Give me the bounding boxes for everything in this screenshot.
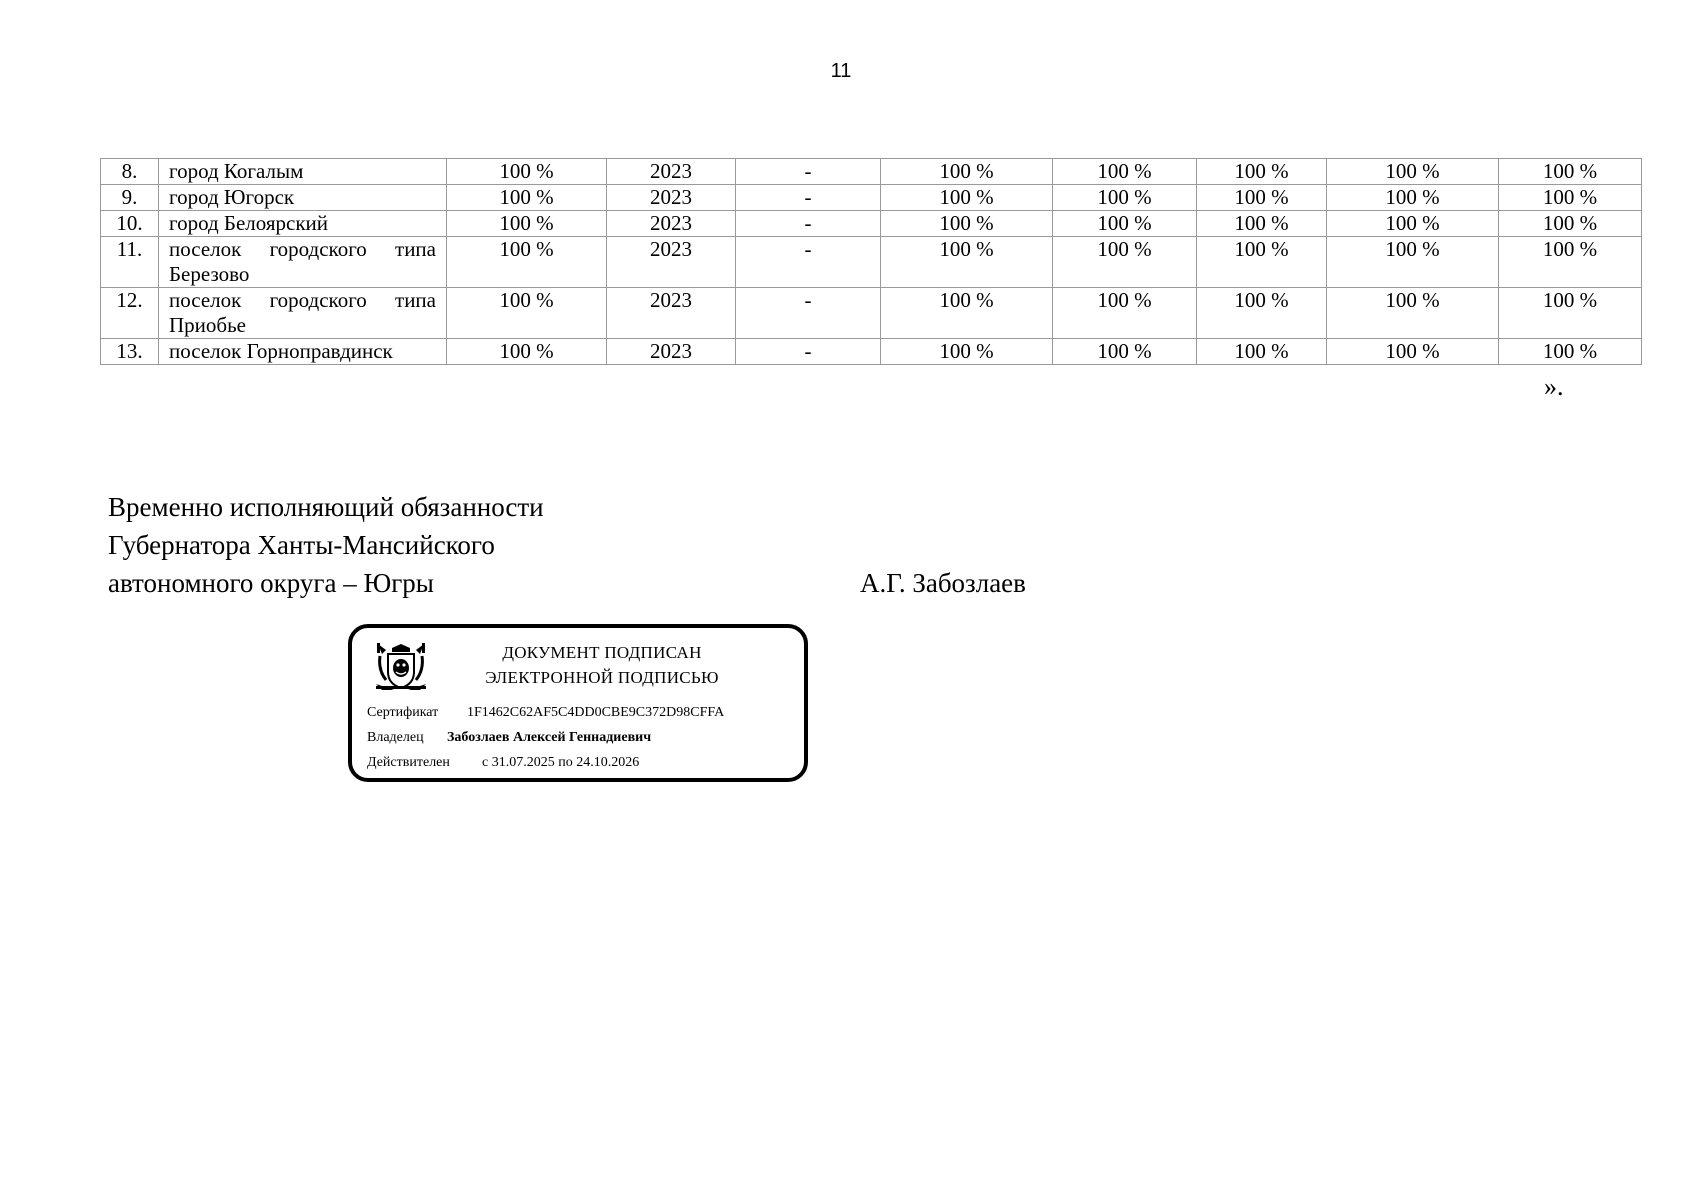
e-signature-stamp xyxy=(348,624,808,782)
value-cell: 100 % xyxy=(1499,159,1642,185)
value-cell: 100 % xyxy=(447,288,607,339)
signatory-position-line: автономного округа – Югры xyxy=(108,568,434,598)
municipality-cell: поселок Горноправдинск xyxy=(159,339,447,365)
value-cell: - xyxy=(736,237,881,288)
value-cell: 100 % xyxy=(1197,159,1327,185)
value-cell: 100 % xyxy=(1327,339,1499,365)
closing-quote: ». xyxy=(1544,372,1564,401)
value-cell: 100 % xyxy=(1053,288,1197,339)
signatory-position-line: Губернатора Ханты-Мансийского xyxy=(108,530,495,560)
validity-value: с 31.07.2025 по 24.10.2026 xyxy=(482,755,640,770)
value-cell: 100 % xyxy=(447,339,607,365)
value-cell: 100 % xyxy=(1327,185,1499,211)
table-row xyxy=(101,211,1642,237)
value-cell: 100 % xyxy=(1499,288,1642,339)
value-cell: 100 % xyxy=(1327,159,1499,185)
row-number-cell: 10. xyxy=(101,211,159,237)
value-cell: 100 % xyxy=(1499,211,1642,237)
table-row xyxy=(101,185,1642,211)
signatory-name: А.Г. Забозлаев xyxy=(860,568,1026,598)
value-cell: 100 % xyxy=(1327,211,1499,237)
owner-value: Забозлаев Алексей Геннадиевич xyxy=(447,730,652,745)
value-cell: 100 % xyxy=(1053,185,1197,211)
signatory-position xyxy=(108,488,544,602)
value-cell: 100 % xyxy=(447,185,607,211)
table-row xyxy=(101,159,1642,185)
value-cell: 100 % xyxy=(881,185,1053,211)
stamp-owner-row xyxy=(367,729,651,747)
value-cell: 100 % xyxy=(1197,288,1327,339)
value-cell: 2023 xyxy=(607,159,736,185)
value-cell: 100 % xyxy=(881,211,1053,237)
table-body xyxy=(101,159,1642,365)
value-cell: 100 % xyxy=(447,237,607,288)
value-cell: - xyxy=(736,288,881,339)
value-cell: 2023 xyxy=(607,339,736,365)
municipality-cell: город Когалым xyxy=(159,159,447,185)
table-row xyxy=(101,237,1642,288)
signatory-position-line: Временно исполняющий обязанности xyxy=(108,492,544,522)
value-cell: 100 % xyxy=(881,237,1053,288)
row-number-cell: 11. xyxy=(101,237,159,288)
value-cell: 2023 xyxy=(607,288,736,339)
value-cell: 100 % xyxy=(1327,237,1499,288)
value-cell: 100 % xyxy=(1197,211,1327,237)
value-cell: 100 % xyxy=(1197,237,1327,288)
value-cell: 100 % xyxy=(881,339,1053,365)
coat-of-arms-icon xyxy=(372,640,430,692)
value-cell: - xyxy=(736,159,881,185)
value-cell: 100 % xyxy=(1499,339,1642,365)
municipality-cell: город Югорск xyxy=(159,185,447,211)
value-cell: - xyxy=(736,185,881,211)
owner-label: Владелец xyxy=(367,730,424,745)
value-cell: 100 % xyxy=(1327,288,1499,339)
validity-label: Действителен xyxy=(367,755,450,770)
value-cell: 100 % xyxy=(447,211,607,237)
value-cell: 100 % xyxy=(447,159,607,185)
value-cell: 100 % xyxy=(1053,211,1197,237)
row-number-cell: 13. xyxy=(101,339,159,365)
value-cell: 100 % xyxy=(1053,237,1197,288)
value-cell: - xyxy=(736,211,881,237)
page-number-text: 11 xyxy=(830,60,852,82)
certificate-label: Сертификат xyxy=(367,705,439,720)
row-number-cell: 9. xyxy=(101,185,159,211)
value-cell: 2023 xyxy=(607,237,736,288)
certificate-value: 1F1462C62AF5C4DD0CBE9C372D98CFFA xyxy=(467,705,725,720)
row-number-cell: 12. xyxy=(101,288,159,339)
value-cell: - xyxy=(736,339,881,365)
value-cell: 100 % xyxy=(881,159,1053,185)
stamp-title xyxy=(452,640,752,690)
value-cell: 100 % xyxy=(1053,339,1197,365)
stamp-title-line: ДОКУМЕНТ ПОДПИСАН xyxy=(502,643,702,662)
value-cell: 2023 xyxy=(607,211,736,237)
value-cell: 100 % xyxy=(881,288,1053,339)
value-cell: 100 % xyxy=(1053,159,1197,185)
value-cell: 100 % xyxy=(1499,185,1642,211)
municipality-cell: поселок городского типа Березово xyxy=(159,237,447,288)
table-row xyxy=(101,339,1642,365)
municipality-cell: поселок городского типа Приобье xyxy=(159,288,447,339)
data-table xyxy=(100,158,1642,365)
value-cell: 2023 xyxy=(607,185,736,211)
value-cell: 100 % xyxy=(1197,185,1327,211)
value-cell: 100 % xyxy=(1499,237,1642,288)
table-row xyxy=(101,288,1642,339)
stamp-title-line: ЭЛЕКТРОННОЙ ПОДПИСЬЮ xyxy=(485,668,719,687)
stamp-certificate-row xyxy=(367,704,724,722)
value-cell: 100 % xyxy=(1197,339,1327,365)
stamp-validity-row xyxy=(367,754,639,772)
row-number-cell: 8. xyxy=(101,159,159,185)
municipality-cell: город Белоярский xyxy=(159,211,447,237)
